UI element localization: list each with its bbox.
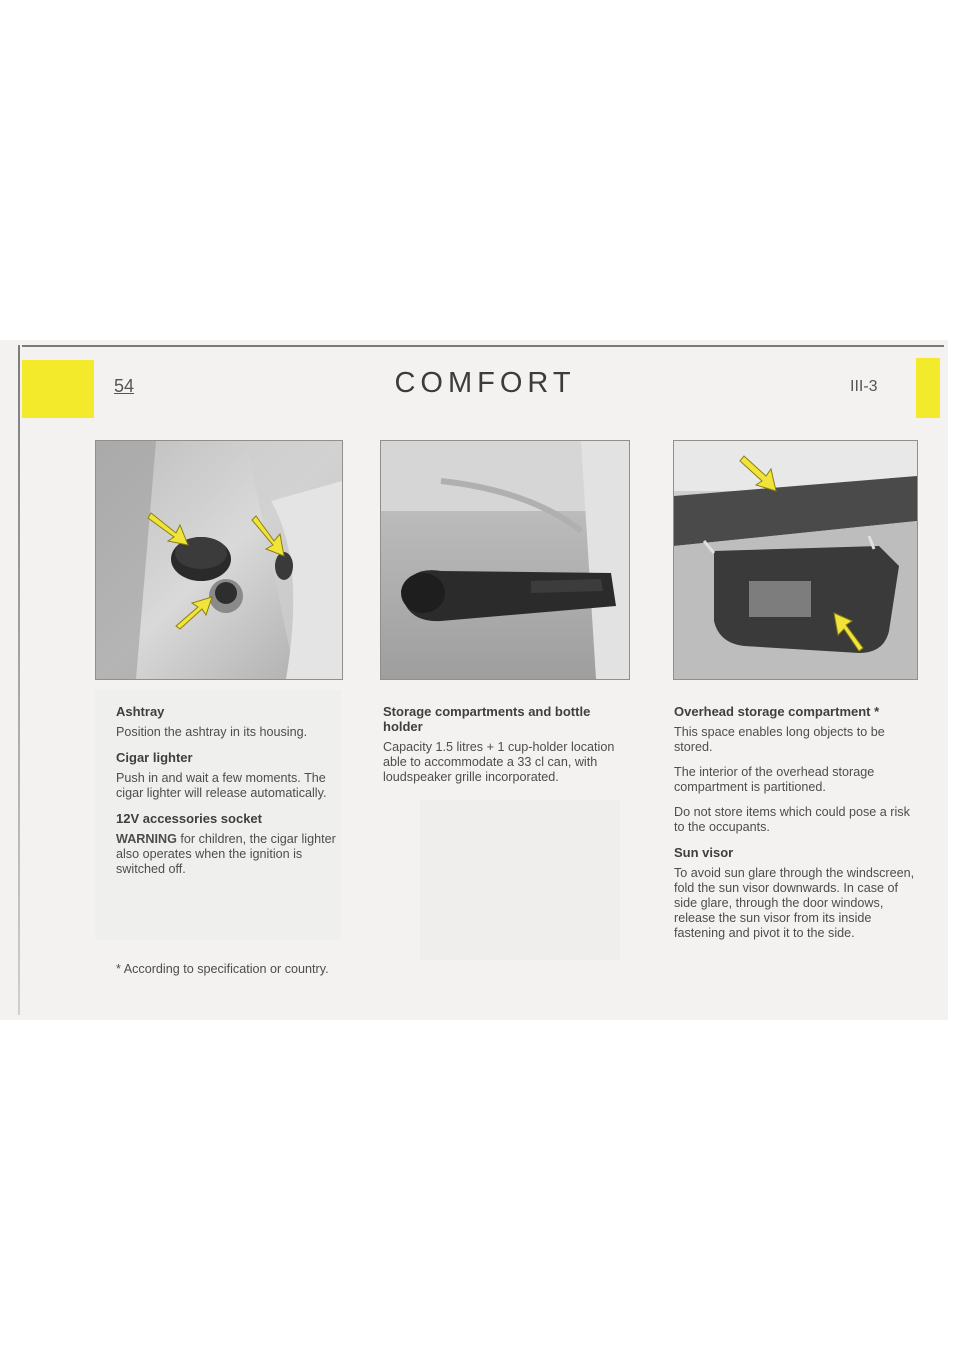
warning-paragraph (116, 832, 342, 877)
cigar-lighter-text: Push in and wait a few moments. The cigar lighter will release automatically. (116, 771, 327, 800)
cigar-lighter (215, 582, 237, 604)
warning-text: for children, the cigar lighter also operates when the ignition is switched off. (116, 832, 336, 876)
photo-sun-visor (673, 440, 918, 680)
photo-door-storage (380, 440, 630, 680)
sun-visor-text: To avoid sun glare through the windscreen, fold the sun visor downwards. In case of side glare, through the door windows, release the sun visor from its inside fastening and pivot it to the side. (674, 866, 915, 940)
cup-holder (401, 573, 445, 613)
side-rule (18, 345, 20, 1015)
overhead-text-3: Do not store items which could pose a risk to the occupants. (674, 805, 910, 834)
cigar-lighter-heading: Cigar lighter (116, 750, 193, 765)
overhead-heading: Overhead storage compartment * (674, 704, 880, 719)
overhead-text-2: The interior of the overhead storage compartment is partitioned. (674, 765, 875, 794)
column-ashtray (116, 704, 342, 887)
top-rule (22, 345, 944, 347)
column-storage (383, 704, 629, 795)
photo-ashtray-lighter (95, 440, 343, 680)
warning-label: WARNING (116, 832, 177, 846)
overhead-text-1: This space enables long objects to be stored. (674, 725, 885, 754)
section-title: COMFORT (394, 367, 576, 399)
chapter-tab-right (916, 358, 940, 418)
page-number: 54 (114, 376, 135, 396)
socket-heading: 12V accessories socket (116, 811, 262, 826)
storage-text: Capacity 1.5 litres + 1 cup-holder location able to accommodate a 33 cl can, with loudspeaker grille incorporated. (383, 740, 615, 784)
footnote: * According to specification or country. (116, 962, 329, 976)
chapter-ref: III-3 (850, 378, 878, 395)
ashtray-heading: Ashtray (116, 704, 165, 719)
column-overhead (674, 704, 918, 951)
vanity-mirror (749, 581, 811, 617)
storage-heading: Storage compartments and bottle holder (383, 704, 591, 734)
text-panel (420, 800, 620, 960)
ashtray-text: Position the ashtray in its housing. (116, 725, 308, 739)
sun-visor-heading: Sun visor (674, 845, 734, 860)
chapter-tab-left (22, 360, 94, 418)
